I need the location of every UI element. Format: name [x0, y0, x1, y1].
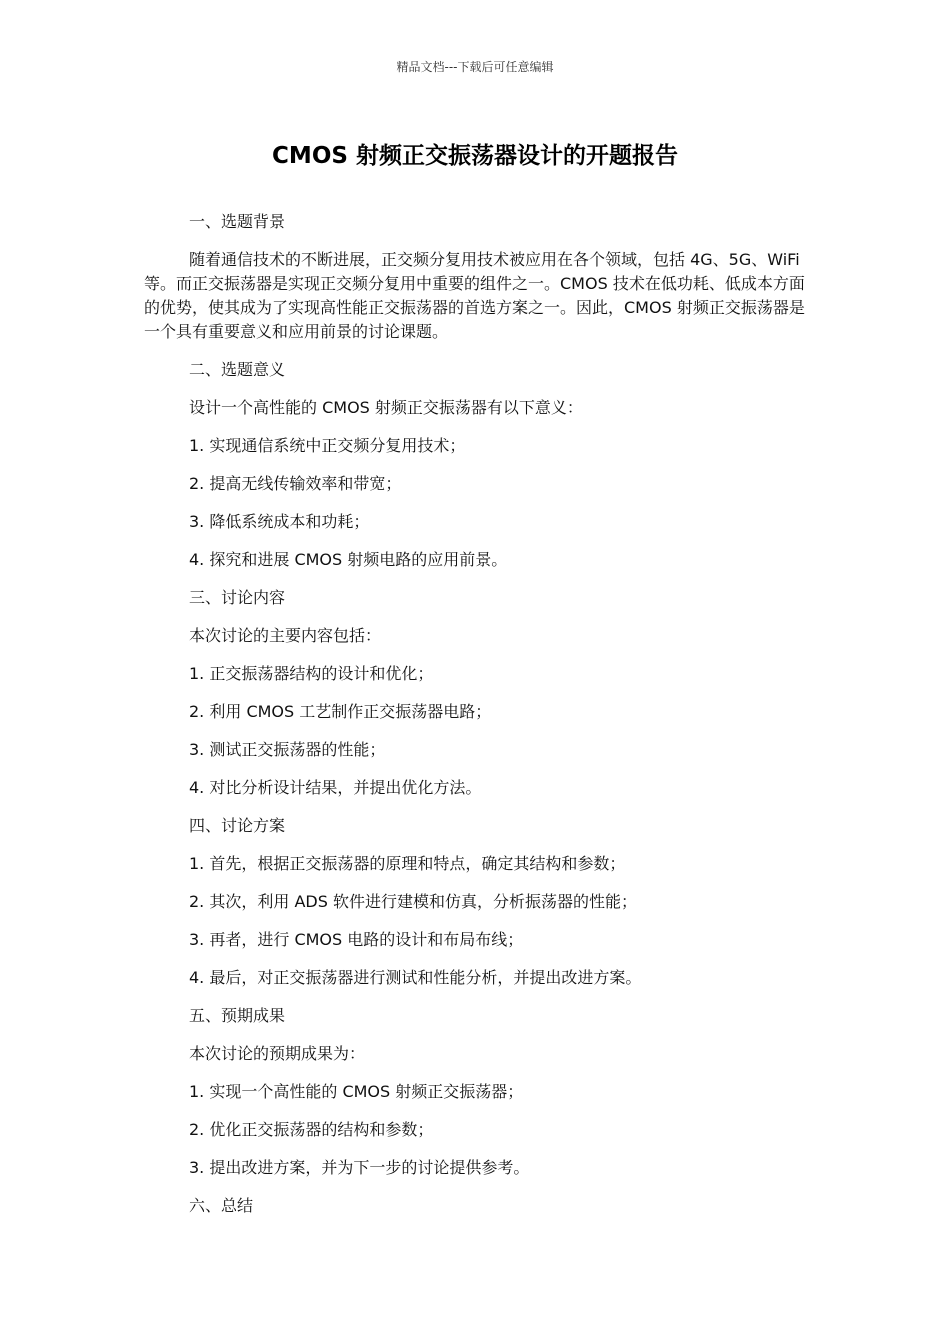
- section-intro: 本次讨论的预期成果为：: [189, 1044, 366, 1063]
- document-body: [144, 210, 806, 1232]
- section-intro: 设计一个高性能的 CMOS 射频正交振荡器有以下意义：: [189, 398, 583, 417]
- list-item: 3. 测试正交振荡器的性能；: [189, 740, 386, 759]
- list-item: 1. 实现一个高性能的 CMOS 射频正交振荡器；: [189, 1082, 524, 1101]
- list-item: 2. 利用 CMOS 工艺制作正交振荡器电路；: [189, 702, 492, 721]
- section-heading: 四、讨论方案: [189, 816, 286, 835]
- list-item: 2. 提高无线传输效率和带宽；: [189, 474, 402, 493]
- list-item: 4. 最后，对正交振荡器进行测试和性能分析，并提出改进方案。: [189, 968, 642, 987]
- list-item: 2. 其次，利用 ADS 软件进行建模和仿真，分析振荡器的性能；: [189, 892, 637, 911]
- section-intro: 本次讨论的主要内容包括：: [189, 626, 382, 645]
- list-item: 4. 探究和进展 CMOS 射频电路的应用前景。: [189, 550, 508, 569]
- document-title: CMOS 射频正交振荡器设计的开题报告: [272, 143, 678, 169]
- list-item: 1. 实现通信系统中正交频分复用技术；: [189, 436, 466, 455]
- section-heading: 一、选题背景: [189, 212, 286, 231]
- list-item: 3. 再者，进行 CMOS 电路的设计和布局布线；: [189, 930, 524, 949]
- list-item: 1. 正交振荡器结构的设计和优化；: [189, 664, 434, 683]
- section-heading: 三、讨论内容: [189, 588, 286, 607]
- list-item: 4. 对比分析设计结果，并提出优化方法。: [189, 778, 482, 797]
- section-heading: 二、选题意义: [189, 360, 286, 379]
- paragraph-background: 随着通信技术的不断进展，正交频分复用技术被应用在各个领域，包括 4G、5G、WiFi 等。而正交振荡器是实现正交频分复用中重要的组件之一。CMOS 技术在低功耗、低成本方面的优势，使其成为了实现高性能正交振荡器的首选方案之一。因此，CMOS 射频正交振荡器是一个具有重要意义和应用前景的讨论课题。: [144, 250, 805, 341]
- section-heading: 五、预期成果: [189, 1006, 286, 1025]
- list-item: 3. 提出改进方案，并为下一步的讨论提供参考。: [189, 1158, 530, 1177]
- list-item: 1. 首先，根据正交振荡器的原理和特点，确定其结构和参数；: [189, 854, 626, 873]
- list-item: 2. 优化正交振荡器的结构和参数；: [189, 1120, 434, 1139]
- list-item: 3. 降低系统成本和功耗；: [189, 512, 370, 531]
- page-header: 精品文档---下载后可任意编辑: [396, 60, 554, 74]
- section-heading: 六、总结: [189, 1196, 254, 1215]
